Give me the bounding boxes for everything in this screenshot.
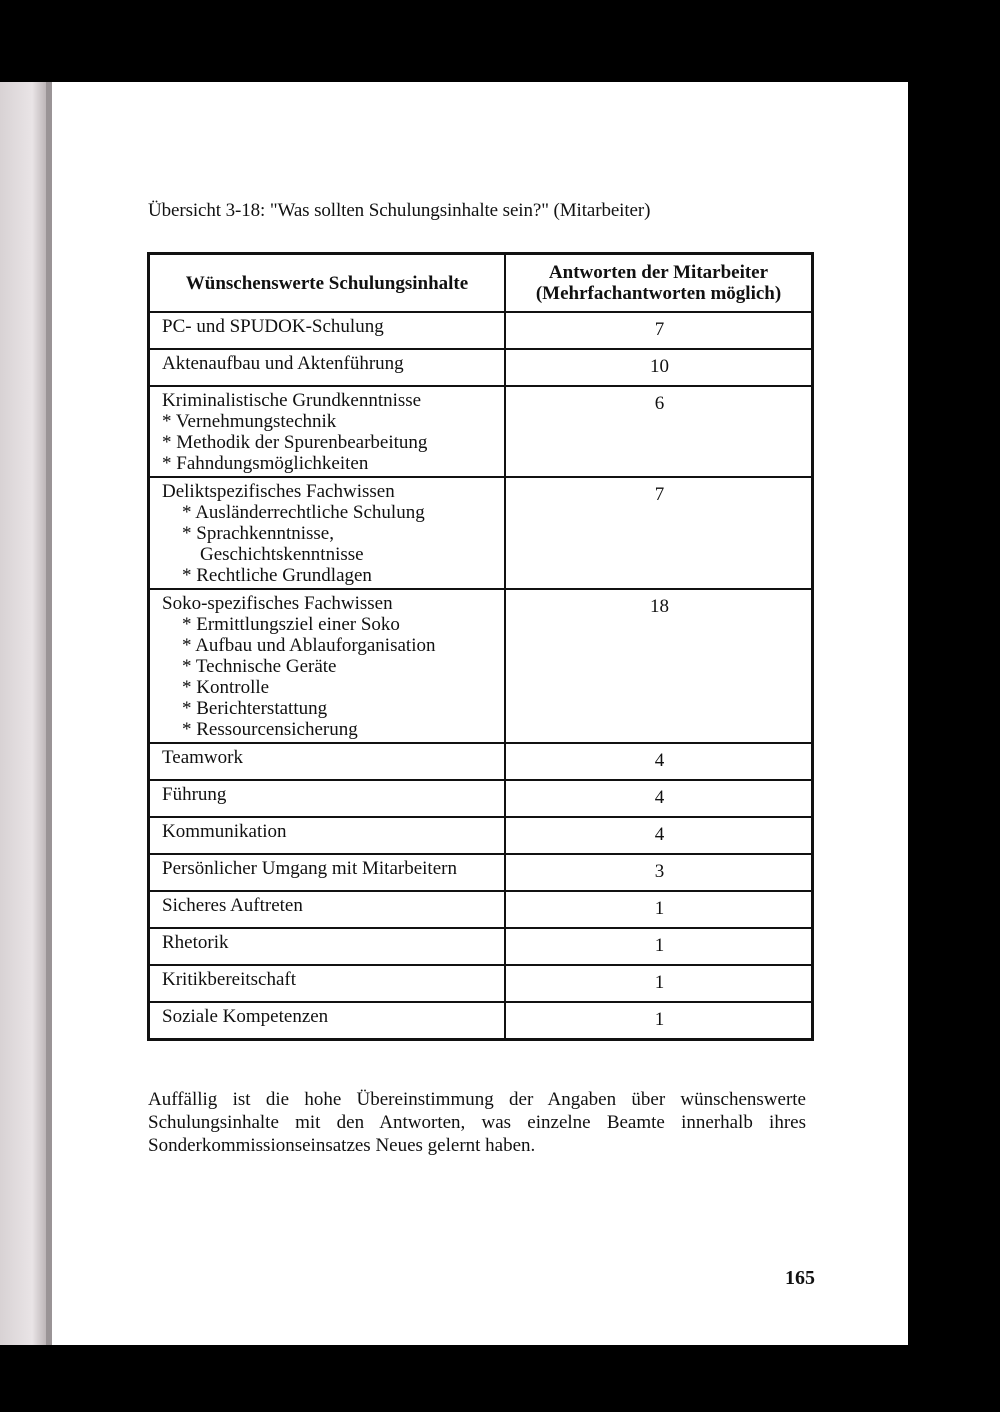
table-row (149, 349, 813, 386)
topic-title: Rhetorik (162, 932, 229, 953)
subtopic-item: * Berichterstattung (182, 698, 328, 719)
topic-title: Persönlicher Umgang mit Mitarbeitern (162, 858, 457, 879)
topic-cell (149, 743, 506, 780)
answer-count: 1 (505, 928, 813, 965)
topic-cell (149, 386, 506, 477)
topic-title: Kriminalistische Grundkenntnisse (162, 390, 422, 411)
answer-count: 1 (505, 891, 813, 928)
topic-cell (149, 312, 506, 349)
table-row (149, 477, 813, 589)
topic-cell (149, 1002, 506, 1040)
table-row (149, 589, 813, 743)
table-row (149, 854, 813, 891)
subtopic-item: * Ermittlungsziel einer Soko (182, 614, 400, 635)
topic-title: Sicheres Auftreten (162, 895, 303, 916)
topic-title: Kommunikation (162, 821, 287, 842)
topic-title: Deliktspezifisches Fachwissen (162, 481, 395, 502)
subtopic-item: * Vernehmungstechnik (162, 411, 337, 432)
table-row (149, 386, 813, 477)
answer-count: 6 (505, 386, 813, 477)
training-content-table (147, 252, 814, 1041)
topic-cell (149, 817, 506, 854)
answer-count: 3 (505, 854, 813, 891)
book-page-edge (0, 82, 46, 1345)
table-row (149, 965, 813, 1002)
answer-count: 7 (505, 312, 813, 349)
topic-title: Soziale Kompetenzen (162, 1006, 329, 1027)
topic-cell (149, 928, 506, 965)
header-answers-line2: (Mehrfachantworten möglich) (535, 283, 782, 304)
table-row (149, 817, 813, 854)
header-answers (505, 254, 813, 313)
subtopic-item: * Fahndungsmöglichkeiten (162, 453, 369, 474)
topic-title: Aktenaufbau und Aktenführung (162, 353, 404, 374)
subtopic-item: * Technische Geräte (182, 656, 337, 677)
answer-count: 1 (505, 1002, 813, 1040)
answer-count: 18 (505, 589, 813, 743)
table-row (149, 891, 813, 928)
topic-title: Soko-spezifisches Fachwissen (162, 593, 393, 614)
topic-title: PC- und SPUDOK-Schulung (162, 316, 384, 337)
page-number: 165 (785, 1267, 815, 1289)
answer-count: 4 (505, 780, 813, 817)
topic-cell (149, 854, 506, 891)
topic-cell (149, 965, 506, 1002)
table-caption: Übersicht 3-18: "Was sollten Schulungsinhalte sein?" (Mitarbeiter) (148, 200, 651, 221)
topic-cell (149, 349, 506, 386)
header-answers-line1: Antworten der Mitarbeiter (548, 262, 769, 283)
body-paragraph: Auffällig ist die hohe Übereinstimmung der Angaben über wünschenswerte Schulungsinhalte mit den Antworten, was einzelne Beamte innerhalb ihres Sonderkommissionseinsatzes Neues gelernt haben. (148, 1089, 806, 1156)
table-row (149, 312, 813, 349)
topic-title: Kritikbereitschaft (162, 969, 297, 990)
subtopic-item: * Rechtliche Grundlagen (182, 565, 372, 586)
subtopic-item: * Methodik der Spurenbearbeitung (162, 432, 428, 453)
subtopic-item: * Aufbau und Ablauforganisation (182, 635, 436, 656)
topic-cell (149, 780, 506, 817)
answer-count: 10 (505, 349, 813, 386)
table-row (149, 928, 813, 965)
topic-cell (149, 589, 506, 743)
answer-count: 4 (505, 743, 813, 780)
subtopic-item: * Sprachkenntnisse, (182, 523, 334, 544)
subtopic-item: * Ausländerrechtliche Schulung (182, 502, 425, 523)
answer-count: 7 (505, 477, 813, 589)
answer-count: 4 (505, 817, 813, 854)
topic-cell (149, 891, 506, 928)
answer-count: 1 (505, 965, 813, 1002)
table-row (149, 780, 813, 817)
table-row (149, 1002, 813, 1040)
table-row (149, 743, 813, 780)
topic-cell (149, 477, 506, 589)
topic-title: Teamwork (162, 747, 243, 768)
subtopic-item: * Ressourcensicherung (182, 719, 358, 740)
header-topics: Wünschenswerte Schulungsinhalte (149, 254, 506, 313)
subtopic-item: Geschichtskenntnisse (200, 544, 364, 565)
subtopic-item: * Kontrolle (182, 677, 270, 698)
topic-title: Führung (162, 784, 227, 805)
